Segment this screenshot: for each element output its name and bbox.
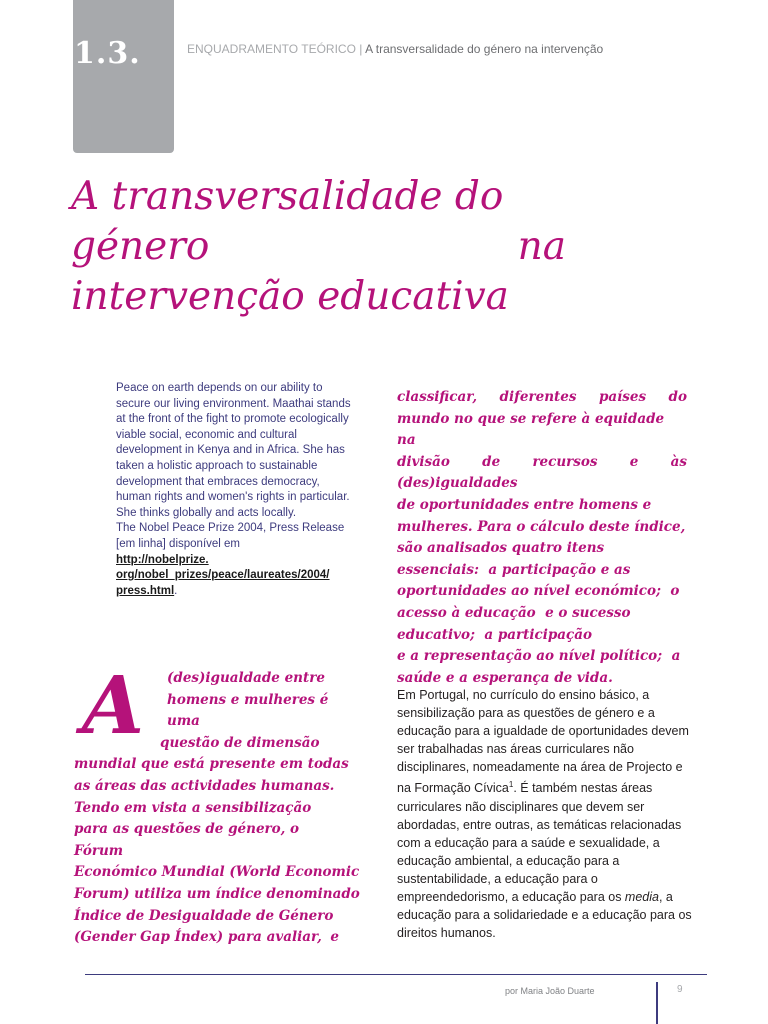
epigraph-quote <box>116 381 356 599</box>
body-paragraph <box>397 686 697 942</box>
footer-rule <box>85 974 707 975</box>
right-line-3-w4: e <box>629 453 639 470</box>
right-line-1-w3: países <box>598 389 647 405</box>
right-line-1-w2: diferentes <box>499 389 577 405</box>
page-number: 9 <box>677 984 683 995</box>
running-head-section: ENQUADRAMENTO TEÓRICO <box>187 42 356 56</box>
title-line-2 <box>71 222 566 272</box>
right-line-1 <box>397 387 687 409</box>
highlight-text-left <box>74 668 364 949</box>
left-line-10: Forum) utiliza um índice denominado <box>74 885 360 902</box>
right-line-3-w3: recursos <box>532 453 598 470</box>
title-line-1: A transversalidade do <box>71 174 504 219</box>
left-line-4: mundial que está presente em todas <box>74 756 349 773</box>
body-part-2: . É também nestas áreas curriculares não disciplinares que devem ser abordadas, entre outras, as temáticas relacionadas com a educação para a saúde e sexualidade, a educação ambiental, a educação para a sustentabilidade, a educação para o empreendedorismo, a educação para os <box>397 781 682 905</box>
right-line-4: (des)igualdades <box>397 475 518 492</box>
footer-author: por Maria João Duarte <box>505 986 595 996</box>
highlight-text-right <box>397 387 687 689</box>
right-line-10: acesso à educação e o sucesso <box>397 604 631 621</box>
title-word-genero: género <box>71 224 210 269</box>
left-line-9: Económico Mundial (World Economic <box>74 864 360 881</box>
left-line-6: Tendo em vista a sensibilização <box>74 799 312 816</box>
left-line-3: questão de dimensão <box>160 734 320 751</box>
right-line-13: saúde e a esperança de vida. <box>397 669 613 686</box>
left-line-1: (des)igualdade entre <box>167 670 325 686</box>
running-head-title: A transversalidade do género na intervenção <box>365 42 604 56</box>
quote-link-2: org/nobel_prizes/peace/laureates/2004/ <box>116 569 330 582</box>
body-media: media <box>624 890 659 905</box>
left-line-7: para as questões de género, o <box>74 821 300 838</box>
footer-divider <box>656 982 658 1024</box>
page-title <box>71 172 566 322</box>
quote-source: The Nobel Peace Prize 2004, Press Release [em linha] disponível em <box>116 522 345 550</box>
right-line-3-w5: às <box>670 453 687 470</box>
left-line-11: Índice de Desigualdade de Género <box>74 907 334 924</box>
left-line-12b: e <box>330 929 339 946</box>
quote-link-1: http://nobelprize. <box>116 553 209 566</box>
running-head-separator: | <box>359 42 363 56</box>
running-head <box>187 42 603 56</box>
left-line-2: homens e mulheres é uma <box>167 691 329 730</box>
right-line-2: mundo no que se refere à equidade na <box>397 410 665 449</box>
quote-link[interactable] <box>116 554 330 597</box>
right-line-9: oportunidades ao nível económico; o <box>397 583 680 600</box>
left-line-12 <box>74 927 339 949</box>
right-line-5: de oportunidades entre homens e <box>397 496 652 513</box>
footnote-marker: 1 <box>508 780 514 790</box>
right-line-11: educativo; a participação <box>397 626 593 643</box>
right-line-12: e a representação ao nível político; a <box>397 648 681 665</box>
right-line-8: essenciais: a participação e as <box>397 561 631 578</box>
right-line-3 <box>397 452 687 474</box>
drop-cap: A <box>82 658 145 752</box>
left-line-12a: (Gender Gap Índex) para avaliar, <box>74 929 322 946</box>
section-number: 1.3. <box>74 36 141 71</box>
quote-link-end: . <box>174 584 178 597</box>
right-line-1-w4: do <box>668 389 687 405</box>
right-line-3-w1: divisão <box>397 453 450 470</box>
quote-text: Peace on earth depends on our ability to secure our living environment. Maathai stands at the front of the fight to promote ecologically viable social, economic and cultural development in Kenya and in Africa. She has taken a holistic approach to sustainable development that embraces democracy, human rights and women's rights in particular. She thinks globally and acts locally. <box>116 382 351 519</box>
left-line-8: Fórum <box>74 842 124 859</box>
body-part-1: Em Portugal, no currículo do ensino básico, a sensibilização para as questões de género e a educação para a igualdade de oportunidades devem ser trabalhadas nas áreas curriculares não disciplinares, nomeadamente na área de Projecto e na Formação Cívica <box>397 688 689 796</box>
quote-link-3: press.html <box>116 584 175 597</box>
body-part-3: , a educação para a solidariedade e a educação para os direitos humanos. <box>397 890 692 941</box>
right-line-1-w1: classificar, <box>397 389 478 405</box>
left-line-5: as áreas das actividades humanas. <box>74 777 335 794</box>
right-line-7: são analisados quatro itens <box>397 540 605 557</box>
title-word-na: na <box>517 224 566 269</box>
section-tab <box>73 0 174 153</box>
right-line-3-w2: de <box>482 453 501 470</box>
right-line-6: mulheres. Para o cálculo deste índice, <box>397 518 686 535</box>
title-line-3: intervenção educativa <box>71 274 509 319</box>
